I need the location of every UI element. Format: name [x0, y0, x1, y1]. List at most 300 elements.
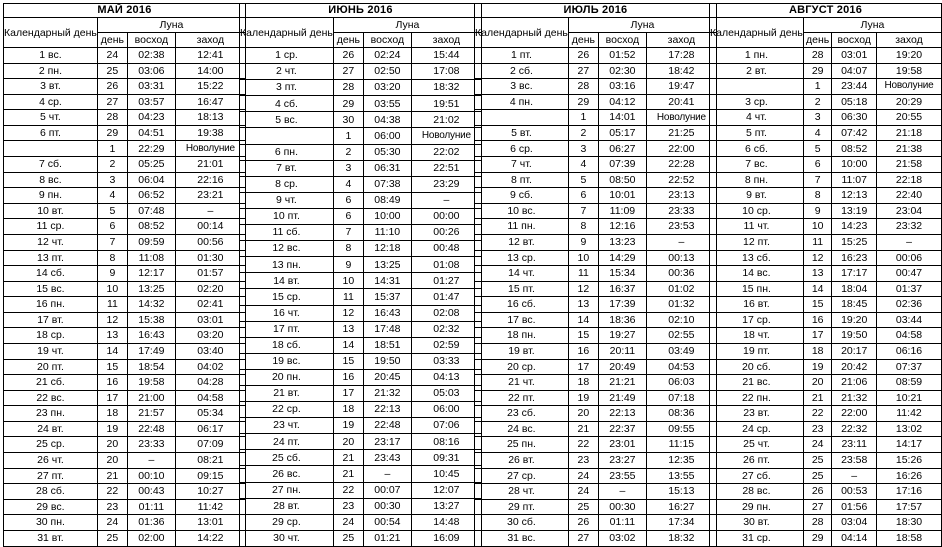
table-row — [4, 359, 246, 375]
moonrise-cell: 05:30 — [363, 144, 411, 160]
lunar-day-cell: 19 — [333, 418, 363, 434]
moonset-cell: 22:18 — [877, 172, 942, 188]
moonset-cell: 02:08 — [411, 305, 481, 321]
moonrise-cell: 07:39 — [598, 157, 646, 173]
calendar-date-cell: 19 вс. — [240, 353, 334, 369]
calendar-date-cell: 25 чт. — [710, 437, 804, 453]
table-row — [240, 241, 482, 257]
moonrise-cell: 17:48 — [363, 321, 411, 337]
lunar-day-cell: 22 — [333, 482, 363, 498]
table-row — [4, 468, 246, 484]
lunar-day-cell: 9 — [568, 234, 598, 250]
moonrise-cell: 16:43 — [363, 305, 411, 321]
table-row — [475, 421, 717, 437]
table-row — [475, 110, 717, 126]
moonset-cell: 09:31 — [411, 450, 481, 466]
calendar-date-cell: 30 чт. — [240, 530, 334, 546]
moonrise-cell: 08:52 — [832, 141, 877, 157]
table-row — [475, 406, 717, 422]
calendar-date-cell: 1 ср. — [240, 48, 334, 64]
moonset-cell: 18:58 — [877, 530, 942, 546]
calendar-date-cell: 6 сб. — [710, 141, 804, 157]
month-title: ИЮЛЬ 2016 — [475, 4, 717, 18]
moonrise-cell: 03:20 — [363, 80, 411, 96]
table-row — [4, 48, 246, 64]
lunar-day-cell: 5 — [97, 203, 127, 219]
calendar-date-cell: 25 ср. — [4, 437, 98, 453]
moonrise-cell: 08:49 — [363, 192, 411, 208]
moonrise-cell: 07:38 — [363, 176, 411, 192]
calendar-date-cell: 9 пн. — [4, 188, 98, 204]
moonset-cell: 11:15 — [646, 437, 716, 453]
table-row — [4, 406, 246, 422]
lunar-day-cell: 24 — [568, 484, 598, 500]
moonset-cell: 17:08 — [411, 64, 481, 80]
lunar-day-cell: 2 — [568, 125, 598, 141]
table-row — [475, 266, 717, 282]
lunar-day-cell: 28 — [333, 80, 363, 96]
moonrise-cell: 09:59 — [127, 234, 175, 250]
calendar-date-cell: 30 сб. — [475, 515, 569, 531]
moonset-cell: 23:21 — [175, 188, 245, 204]
moonset-cell: 09:15 — [175, 468, 245, 484]
lunar-day-cell: 3 — [97, 172, 127, 188]
lunar-day-cell: 11 — [97, 297, 127, 313]
calendar-date-cell: 29 пн. — [710, 499, 804, 515]
lunar-day-cell: 7 — [333, 225, 363, 241]
moonrise-cell: 00:54 — [363, 514, 411, 530]
table-row — [4, 375, 246, 391]
lunar-day-cell: 18 — [568, 375, 598, 391]
table-row — [475, 515, 717, 531]
lunar-day-cell: 8 — [803, 188, 832, 204]
lunar-day-cell: 11 — [568, 266, 598, 282]
lunar-day-cell: 6 — [568, 188, 598, 204]
calendar-date-cell: 6 пн. — [240, 144, 334, 160]
lunar-day-cell: 4 — [333, 176, 363, 192]
moonrise-cell: 06:52 — [127, 188, 175, 204]
calendar-date-cell: 9 сб. — [475, 188, 569, 204]
calendar-date-cell: 15 ср. — [240, 289, 334, 305]
table-row — [475, 125, 717, 141]
lunar-day-cell: 4 — [97, 188, 127, 204]
moonrise-cell: 00:10 — [127, 468, 175, 484]
lunar-day-cell: 24 — [333, 514, 363, 530]
moonset-cell: 01:27 — [411, 273, 481, 289]
lunar-day-cell: 14 — [97, 343, 127, 359]
moonrise-cell: 21:06 — [832, 375, 877, 391]
month-table-july — [474, 3, 717, 547]
lunar-day-cell: 27 — [803, 499, 832, 515]
lunar-day-cell: 19 — [97, 421, 127, 437]
moonset-cell: 18:30 — [877, 515, 942, 531]
moonrise-cell: – — [832, 468, 877, 484]
calendar-date-cell: 18 сб. — [240, 337, 334, 353]
table-row — [710, 453, 942, 469]
table-row — [240, 337, 482, 353]
calendar-date-cell: 8 пт. — [475, 172, 569, 188]
calendar-date-cell: 21 вс. — [710, 375, 804, 391]
moonset-header: заход — [175, 33, 245, 48]
calendar-date-cell: 10 ср. — [710, 203, 804, 219]
lunar-day-header: день — [97, 33, 127, 48]
moonrise-cell: 19:20 — [832, 312, 877, 328]
moonset-cell: 00:36 — [646, 266, 716, 282]
moonrise-cell: 20:17 — [832, 343, 877, 359]
lunar-day-cell: 24 — [803, 437, 832, 453]
lunar-day-header: день — [568, 33, 598, 48]
table-row — [240, 128, 482, 144]
moonrise-cell: 06:31 — [363, 160, 411, 176]
moonrise-cell: 16:23 — [832, 250, 877, 266]
moonrise-cell: 22:29 — [127, 141, 175, 157]
table-row — [240, 144, 482, 160]
moonrise-cell: 04:12 — [598, 94, 646, 110]
moonrise-cell: 06:30 — [832, 110, 877, 126]
calendar-date-cell: 10 вс. — [475, 203, 569, 219]
table-row — [475, 437, 717, 453]
moonrise-cell: 08:50 — [598, 172, 646, 188]
moonrise-cell: 01:52 — [598, 48, 646, 64]
lunar-day-cell: 13 — [97, 328, 127, 344]
lunar-day-cell: 25 — [97, 63, 127, 79]
table-row — [4, 281, 246, 297]
moonrise-cell: 18:51 — [363, 337, 411, 353]
calendar-date-cell: 22 пн. — [710, 390, 804, 406]
moonrise-cell: 21:32 — [832, 390, 877, 406]
lunar-day-cell: 23 — [97, 499, 127, 515]
table-row — [475, 63, 717, 79]
moonrise-cell: 12:17 — [127, 266, 175, 282]
calendar-date-cell: 6 ср. — [475, 141, 569, 157]
moonset-cell: 21:18 — [877, 125, 942, 141]
moonset-cell: 00:48 — [411, 241, 481, 257]
table-row — [475, 468, 717, 484]
moonset-cell: 21:38 — [877, 141, 942, 157]
moonset-cell: 12:35 — [646, 453, 716, 469]
moonset-cell: 06:17 — [175, 421, 245, 437]
lunar-day-cell: 20 — [97, 453, 127, 469]
moonrise-cell: 20:49 — [598, 359, 646, 375]
moonset-cell: 17:57 — [877, 499, 942, 515]
moonrise-cell: 21:21 — [598, 375, 646, 391]
table-row — [710, 375, 942, 391]
table-row — [710, 390, 942, 406]
calendar-date-cell: 15 пн. — [710, 281, 804, 297]
moonset-cell: 00:14 — [175, 219, 245, 235]
table-row — [240, 305, 482, 321]
table-row — [4, 219, 246, 235]
moonset-cell: 08:16 — [411, 434, 481, 450]
lunar-day-cell: 20 — [803, 375, 832, 391]
table-row — [240, 466, 482, 482]
moonrise-cell: 23:55 — [598, 468, 646, 484]
moonrise-cell: 22:48 — [363, 418, 411, 434]
lunar-day-cell: 20 — [97, 437, 127, 453]
moonset-cell: 15:44 — [411, 48, 481, 64]
moonrise-cell: 03:06 — [127, 63, 175, 79]
lunar-day-cell: 28 — [97, 110, 127, 126]
lunar-day-cell: 11 — [333, 289, 363, 305]
table-row — [710, 203, 942, 219]
table-row — [475, 375, 717, 391]
lunar-day-cell: 18 — [333, 402, 363, 418]
moonrise-cell: – — [363, 466, 411, 482]
moonrise-cell: 06:04 — [127, 172, 175, 188]
lunar-day-cell: 26 — [333, 48, 363, 64]
calendar-date-cell: 22 пт. — [475, 390, 569, 406]
moonrise-cell: 02:30 — [598, 63, 646, 79]
lunar-day-header: день — [803, 33, 832, 48]
moonset-cell: 03:20 — [175, 328, 245, 344]
table-row — [710, 468, 942, 484]
moonset-cell: 20:29 — [877, 94, 942, 110]
table-row — [4, 172, 246, 188]
calendar-date-cell: 23 чт. — [240, 418, 334, 434]
moonrise-cell: 03:55 — [363, 96, 411, 112]
moonrise-cell: 00:30 — [598, 499, 646, 515]
calendar-date-cell: 10 вт. — [4, 203, 98, 219]
calendar-date-cell: 13 ср. — [475, 250, 569, 266]
lunar-day-cell: 20 — [333, 434, 363, 450]
moonrise-cell: 10:00 — [832, 157, 877, 173]
lunar-day-cell: 27 — [568, 530, 598, 546]
moonset-cell: 08:59 — [877, 375, 942, 391]
moonset-cell: 02:20 — [175, 281, 245, 297]
moonset-cell: 05:34 — [175, 406, 245, 422]
moon-header: Луна — [568, 18, 716, 33]
moonrise-cell: 14:32 — [127, 297, 175, 313]
table-row — [710, 219, 942, 235]
moonset-cell: 17:16 — [877, 484, 942, 500]
table-row — [710, 343, 942, 359]
moonrise-cell: 15:38 — [127, 312, 175, 328]
table-row — [240, 160, 482, 176]
moonset-cell: 04:58 — [877, 328, 942, 344]
moonrise-cell: 23:44 — [832, 79, 877, 95]
moonrise-cell: 03:04 — [832, 515, 877, 531]
lunar-day-cell: 25 — [803, 468, 832, 484]
moonrise-cell: 06:00 — [363, 128, 411, 144]
table-row — [710, 266, 942, 282]
moonrise-cell: 13:19 — [832, 203, 877, 219]
lunar-day-cell: 2 — [97, 157, 127, 173]
calendar-date-cell: 21 чт. — [475, 375, 569, 391]
moonrise-cell: 03:02 — [598, 530, 646, 546]
calendar-date-cell: 3 пт. — [240, 80, 334, 96]
lunar-day-cell: 14 — [333, 337, 363, 353]
moonset-cell: 02:55 — [646, 328, 716, 344]
moonrise-cell: 17:17 — [832, 266, 877, 282]
moonrise-cell: 12:16 — [598, 219, 646, 235]
calendar-date-cell: 4 ср. — [4, 94, 98, 110]
lunar-day-cell: 16 — [803, 312, 832, 328]
calendar-date-cell — [240, 128, 334, 144]
moonset-cell: 22:28 — [646, 157, 716, 173]
moonset-cell: 05:03 — [411, 385, 481, 401]
moonrise-cell: 15:34 — [598, 266, 646, 282]
calendar-date-cell: 27 пт. — [4, 468, 98, 484]
table-row — [475, 281, 717, 297]
lunar-day-cell: 6 — [333, 192, 363, 208]
moonset-cell: 04:58 — [175, 390, 245, 406]
table-row — [710, 281, 942, 297]
calendar-day-header: Календарный день — [240, 18, 334, 48]
lunar-day-cell: 24 — [568, 468, 598, 484]
calendar-date-cell: 4 чт. — [710, 110, 804, 126]
calendar-date-cell: 10 пт. — [240, 208, 334, 224]
calendar-date-cell: 24 пт. — [240, 434, 334, 450]
moonset-cell: 22:02 — [411, 144, 481, 160]
calendar-date-cell: 15 пт. — [475, 281, 569, 297]
lunar-day-cell: 1 — [568, 110, 598, 126]
table-row — [475, 94, 717, 110]
table-row — [710, 234, 942, 250]
calendar-date-cell: 23 вт. — [710, 406, 804, 422]
table-row — [475, 172, 717, 188]
lunar-day-cell: 10 — [568, 250, 598, 266]
lunar-day-cell: 29 — [803, 63, 832, 79]
calendar-date-cell: 20 пн. — [240, 369, 334, 385]
moonset-cell: 02:59 — [411, 337, 481, 353]
moonset-cell: 19:51 — [411, 96, 481, 112]
moonrise-cell: 15:25 — [832, 234, 877, 250]
moonset-cell: 00:26 — [411, 225, 481, 241]
moonset-cell: 13:55 — [646, 468, 716, 484]
moonset-cell: 07:06 — [411, 418, 481, 434]
lunar-day-cell: 6 — [803, 157, 832, 173]
moonset-cell: 03:40 — [175, 343, 245, 359]
moonrise-cell: 13:23 — [598, 234, 646, 250]
moonrise-cell: 01:11 — [598, 515, 646, 531]
moonset-cell: 14:17 — [877, 437, 942, 453]
moonset-cell: 21:02 — [411, 112, 481, 128]
table-row — [240, 273, 482, 289]
lunar-day-cell: 29 — [97, 125, 127, 141]
moonset-cell: 03:33 — [411, 353, 481, 369]
moonrise-cell: 13:25 — [127, 281, 175, 297]
lunar-day-cell: 8 — [97, 250, 127, 266]
lunar-day-cell: 26 — [803, 484, 832, 500]
lunar-day-cell: 21 — [333, 450, 363, 466]
moonset-cell: 23:53 — [646, 219, 716, 235]
lunar-day-cell: 1 — [333, 128, 363, 144]
calendar-date-cell: 24 ср. — [710, 421, 804, 437]
lunar-day-cell: 25 — [803, 453, 832, 469]
calendar-date-cell — [710, 79, 804, 95]
moonset-cell: 03:01 — [175, 312, 245, 328]
moonset-cell: 16:26 — [877, 468, 942, 484]
moonrise-cell: 21:57 — [127, 406, 175, 422]
calendar-date-cell: 17 вт. — [4, 312, 98, 328]
lunar-day-cell: 9 — [97, 266, 127, 282]
table-row — [240, 321, 482, 337]
table-row — [710, 437, 942, 453]
calendar-date-cell: 22 вс. — [4, 390, 98, 406]
moonset-cell: 04:53 — [646, 359, 716, 375]
new-moon-cell: Новолуние — [411, 128, 481, 144]
moonrise-cell: 19:50 — [832, 328, 877, 344]
calendar-date-cell: 8 вс. — [4, 172, 98, 188]
calendar-date-cell: 21 сб. — [4, 375, 98, 391]
calendar-date-cell: 5 вт. — [475, 125, 569, 141]
moonset-cell: 23:33 — [646, 203, 716, 219]
calendar-date-cell — [4, 141, 98, 157]
lunar-day-cell: 10 — [333, 273, 363, 289]
lunar-day-cell: 28 — [803, 515, 832, 531]
moonrise-cell: 11:08 — [127, 250, 175, 266]
calendar-date-cell: 26 вт. — [475, 453, 569, 469]
lunar-day-cell: 19 — [568, 390, 598, 406]
moonrise-cell: 21:49 — [598, 390, 646, 406]
table-row — [240, 450, 482, 466]
lunar-day-cell: 27 — [333, 64, 363, 80]
calendar-date-cell: 14 вт. — [240, 273, 334, 289]
moonset-cell: – — [877, 234, 942, 250]
table-row — [4, 250, 246, 266]
lunar-day-cell: 25 — [568, 499, 598, 515]
table-row — [4, 390, 246, 406]
moonset-cell: 00:06 — [877, 250, 942, 266]
table-row — [4, 453, 246, 469]
lunar-day-cell: 6 — [97, 219, 127, 235]
lunar-day-cell: 9 — [803, 203, 832, 219]
lunar-day-cell: 4 — [803, 125, 832, 141]
lunar-day-cell: 14 — [568, 312, 598, 328]
table-row — [710, 250, 942, 266]
moonrise-cell: 02:24 — [363, 48, 411, 64]
moonrise-cell: 18:36 — [598, 312, 646, 328]
calendar-date-cell: 24 вт. — [4, 421, 98, 437]
calendar-date-cell: 30 вт. — [710, 515, 804, 531]
moonrise-cell: 07:42 — [832, 125, 877, 141]
moonrise-cell: 18:45 — [832, 297, 877, 313]
moonset-cell: 08:36 — [646, 406, 716, 422]
calendar-date-cell: 2 пн. — [4, 63, 98, 79]
calendar-date-cell: 7 сб. — [4, 157, 98, 173]
moonrise-cell: 04:51 — [127, 125, 175, 141]
moonset-header: заход — [646, 33, 716, 48]
calendar-date-cell: 5 вс. — [240, 112, 334, 128]
table-row — [710, 328, 942, 344]
moonset-cell: – — [646, 234, 716, 250]
table-row — [4, 110, 246, 126]
moonset-cell: 22:16 — [175, 172, 245, 188]
table-row — [240, 289, 482, 305]
table-row — [710, 94, 942, 110]
lunar-day-cell: 15 — [568, 328, 598, 344]
moonset-cell: 19:38 — [175, 125, 245, 141]
moonrise-cell: 18:04 — [832, 281, 877, 297]
table-row — [240, 530, 482, 546]
lunar-day-cell: 18 — [803, 343, 832, 359]
lunar-day-cell: 1 — [97, 141, 127, 157]
moonrise-cell: 08:52 — [127, 219, 175, 235]
moonrise-cell: 02:38 — [127, 48, 175, 64]
moonset-cell: 00:56 — [175, 234, 245, 250]
moonrise-cell: – — [598, 484, 646, 500]
table-row — [475, 359, 717, 375]
moonrise-cell: 23:58 — [832, 453, 877, 469]
moonset-cell: 07:09 — [175, 437, 245, 453]
lunar-day-cell: 19 — [803, 359, 832, 375]
moonrise-cell: 22:13 — [363, 402, 411, 418]
moonrise-cell: 20:42 — [832, 359, 877, 375]
moonset-cell: 14:00 — [175, 63, 245, 79]
table-row — [4, 79, 246, 95]
moonrise-cell: 12:18 — [363, 241, 411, 257]
calendar-date-cell: 3 вт. — [4, 79, 98, 95]
